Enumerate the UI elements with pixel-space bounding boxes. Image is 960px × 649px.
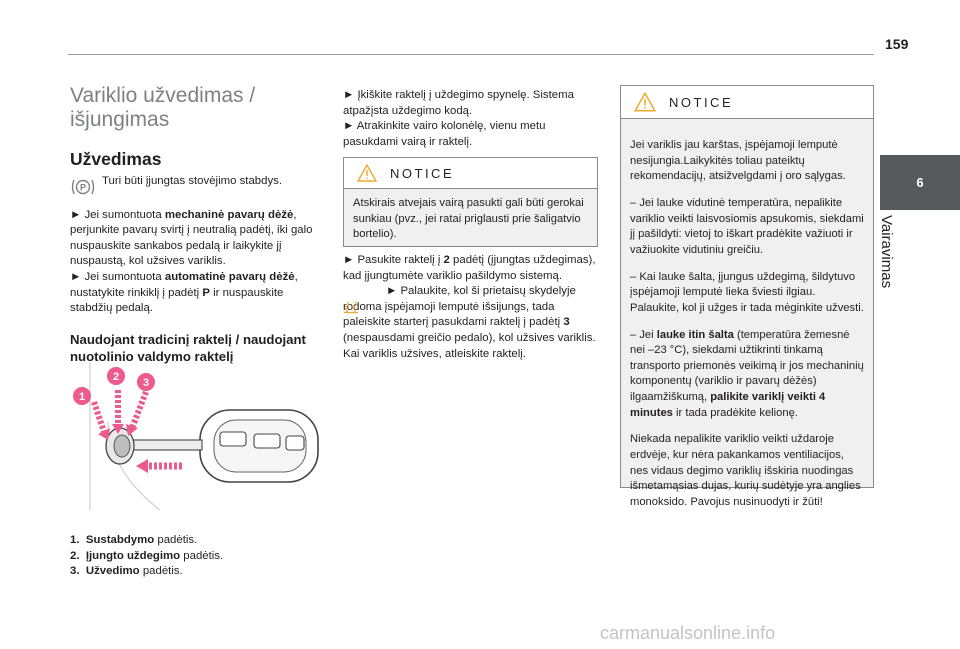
ignition-key-illustration [70,362,324,510]
chapter-tab[interactable] [880,155,960,210]
warning-triangle-icon [356,163,378,183]
list-text: padėtis. [180,549,224,562]
figure-label-2: 2 [112,371,120,383]
column-left [70,84,322,365]
notice-header [344,158,597,189]
notice-box-steering [343,157,598,247]
text-bold: P [202,286,210,299]
text: ► Palaukite, kol ši prietaisų skydelyje rodoma įspėjamoji lemputė išsijungs, tada paleiskite starterį pasukdami raktelį į padėtį [343,285,576,329]
text: – Jei [630,328,657,341]
text: (temperatūra žemesnė nei –23 °C), siekdami užtikrinti tinkamą transporto priemonės veikimą ir jos mechaninių komponentų (variklio ir pavarų dėžės) ilgaamžiškumą, [630,328,864,404]
manual-gearbox-paragraph [70,208,322,270]
text: ► Jei sumontuota [70,208,165,221]
list-term: Įjungto uždegimo [85,549,181,562]
text: padėtį (įjungtas uždegimas), kad įjungtumėte variklio pašildymo sistemą. [343,254,596,282]
list-item [70,549,322,565]
text-bold: 3 [563,316,570,329]
text: ► Pasukite raktelį į [343,254,444,266]
parking-brake-note [70,174,322,198]
list-text: padėtis. [139,565,183,578]
top-divider [68,54,874,55]
text-bold: mechaninė pavarų dėžė [164,208,294,221]
key-subheading-line1: Naudojant tradicinį raktelį / naudojant [70,331,306,347]
notice-title: NOTICE [669,94,734,110]
text: (nespausdami greičio pedalo), kol užsives variklis. Kai variklis užsives, atleiskite raktelį. [343,331,596,360]
text: ► Jei sumontuota [70,270,165,283]
notice-paragraph: Niekada nepalikite variklio veikti uždaroje erdvėje, kur nėra pakankamos ventiliacijos, nes vidaus degimo variklių išskiria nuodingas išmetamąsias dujas, kurių sudėtyje yra anglies monoksido. Pavojus nusinuodyti ir žūti! [630,433,861,508]
preheat-paragraph [343,284,598,362]
preheat-paragraph-wrap [343,284,598,362]
notice-text: Atskirais atvejais vairą pasukti gali būti gerokai sunkiau (pvz., jei ratai priglausti prie šaligatvio bortelio). [353,197,584,241]
automatic-gearbox-paragraph [70,270,322,317]
preheating-warning-icon [343,300,377,314]
list-number: 1. [70,534,80,546]
chapter-title: Vairavimas [878,215,895,289]
insert-key-paragraph: ► Įkiškite raktelį į uždegimo spynelę. Sistema atpažįsta uždegimo kodą. [343,89,574,117]
key-subheading-line2: nuotolinio valdymo raktelį [70,348,234,364]
figure-label-3: 3 [142,377,150,389]
section-heading: Užvedimas [70,149,162,169]
notice-box-engine [620,85,874,508]
notice-body [621,119,873,529]
notice-paragraph: Jei variklis jau karštas, įspėjamoji lemputė nesijungia.Laikykitės toliau pateiktų rekomendacijų, atsižvelgdami į oro sąlygas. [630,139,846,183]
svg-text:P: P [79,182,87,193]
text-bold: automatinė pavarų dėžė [164,270,295,283]
notice-paragraph [630,328,864,422]
key-subheading [70,331,322,365]
text-bold: lauke itin šalta [656,328,734,341]
parking-brake-icon [70,176,96,198]
notice-header [621,86,873,119]
notice-title: NOTICE [390,165,455,181]
watermark: carmanualsonline.info [600,623,776,643]
warning-triangle-icon [633,91,657,113]
page-title [70,84,322,132]
turn-key-paragraph [343,253,598,284]
list-item [70,533,322,549]
page-title-line2: išjungimas [70,108,170,131]
column-middle [343,88,598,150]
parking-brake-text: Turi būti įjungtas stovėjimo stabdys. [102,174,283,187]
list-number: 2. [70,549,80,562]
text-bold: 2 [443,254,450,266]
list-item [70,564,322,580]
page-title-line1: Variklio užvedimas / [70,84,256,107]
text-bold: palikite variklį veikti 4 minutes [630,391,826,419]
notice-paragraph: – Jei lauke vidutinė temperatūra, nepalikite variklio veikti laisvosiomis apsukomis, siekdami jį pašildyti: vietoj to iškart pradėkite važiuoti ir važiuokite vidutiniu greičiu. [630,197,864,256]
column-middle-lower [343,253,598,362]
text: ir nuspauskite stabdžių pedalą. [70,286,284,315]
notice-paragraph: – Kai lauke šalta, įjungus uždegimą, šildytuvo įspėjamoji lemputė lieka šviesti ilgiau. Palaukite, kol ji užges ir tada mėginkite užvesti. [630,270,864,314]
list-number: 3. [70,565,80,578]
list-term: Sustabdymo [85,534,155,546]
list-term: Užvedimo [85,565,140,578]
text: ir tada pradėkite kelionę. [672,406,798,419]
page-number: 159 [885,36,909,52]
figure-label-1: 1 [78,391,86,403]
positions-list [70,533,322,580]
text: , perjunkite pavarų svirtį į neutralią padėtį, iki galo nuspauskite sankabos pedalą ir laikykite jį nuspaustą, kol užsives variklis. [70,208,313,268]
list-text: padėtis. [154,534,198,546]
text: , nustatykite rinkiklį į padėtį [70,270,298,299]
chapter-number: 6 [916,175,924,190]
unlock-steering-paragraph: ► Atrakinkite vairo kolonėlę, vienu metu pasukdami vairą ir raktelį. [343,120,546,148]
